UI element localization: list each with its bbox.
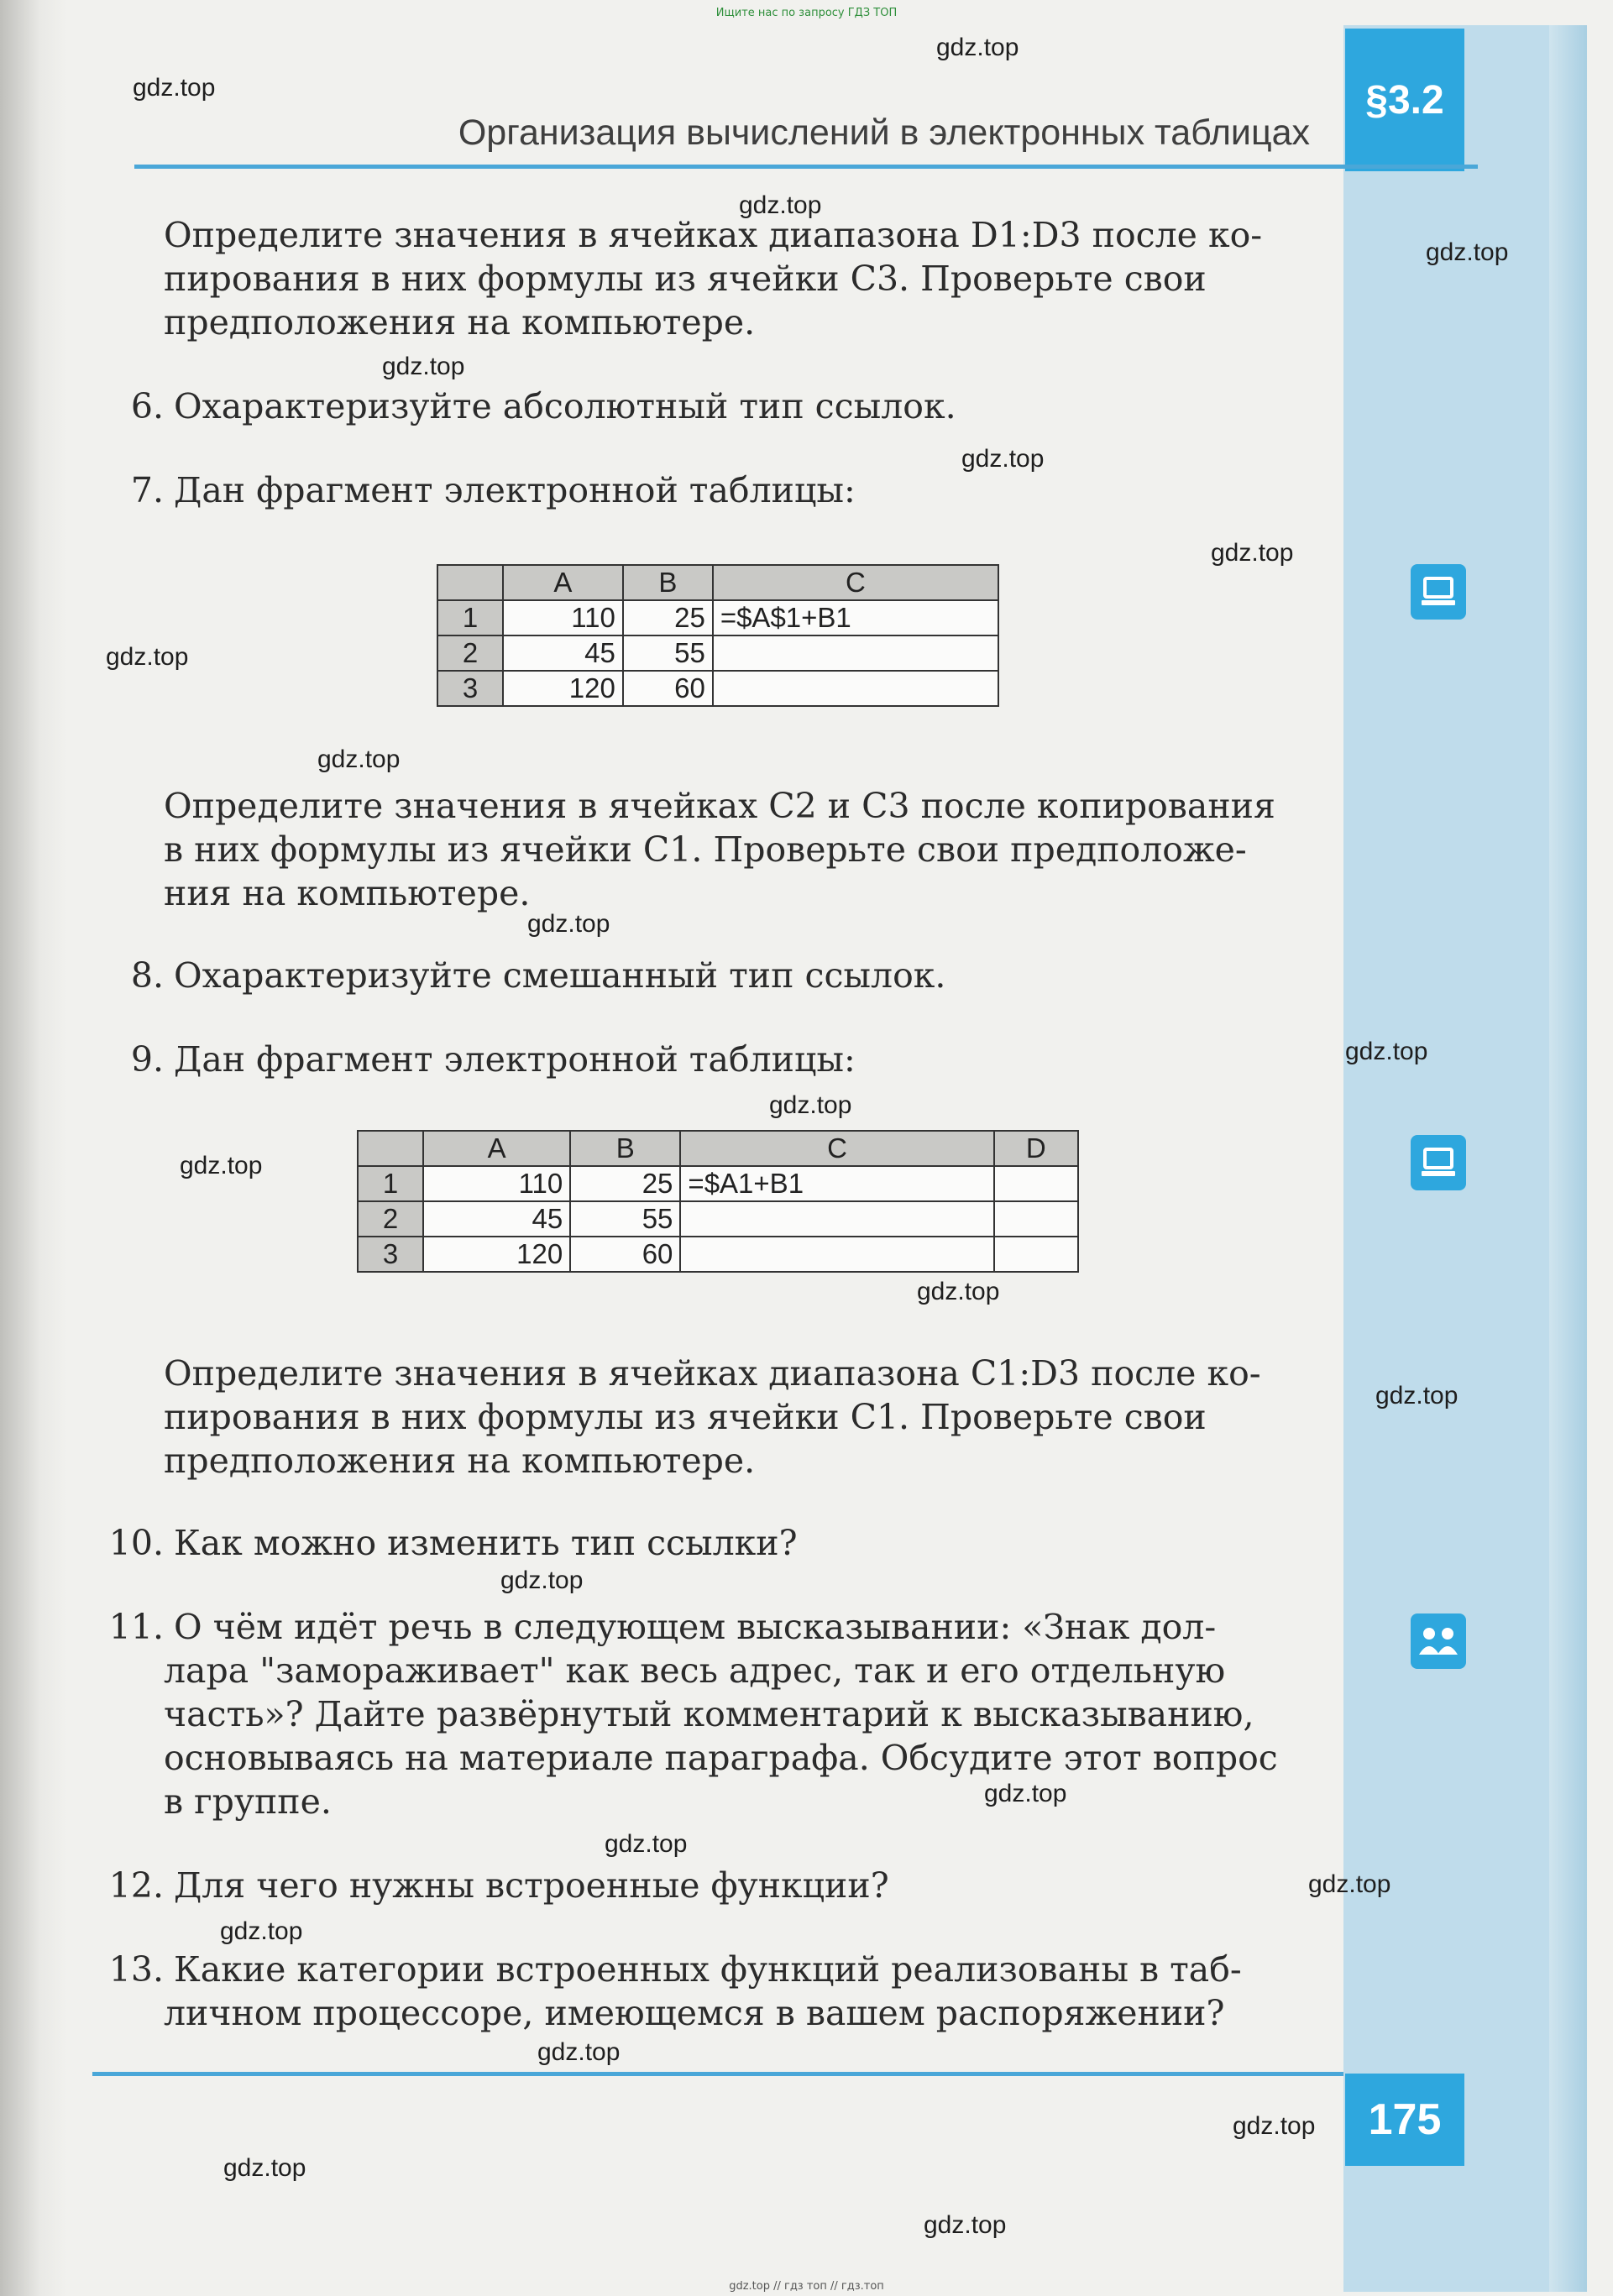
cell: 110 xyxy=(423,1166,570,1201)
watermark: gdz.top xyxy=(180,1152,263,1179)
task-13-continued: личном процессоре, имеющемся в вашем распоряжении? xyxy=(164,1993,1225,2033)
top-note: Ищите нас по запросу ГДЗ ТОП xyxy=(715,7,898,19)
watermark: gdz.top xyxy=(924,2211,1007,2239)
page-number: 175 xyxy=(1345,2074,1464,2166)
task-11: 11. О чём идёт речь в следующем высказывании: «Знак дол- xyxy=(94,1605,1343,1649)
task-number: 12. xyxy=(108,1865,164,1906)
task-number: 11. xyxy=(108,1607,164,1647)
row-header: 2 xyxy=(358,1201,423,1237)
corner-cell xyxy=(358,1131,423,1166)
computer-icon xyxy=(1411,564,1466,620)
cell xyxy=(994,1237,1078,1272)
watermark: gdz.top xyxy=(527,910,610,938)
column-header: B xyxy=(570,1131,680,1166)
watermark: gdz.top xyxy=(605,1830,688,1858)
watermark: gdz.top xyxy=(500,1566,584,1594)
task-10: 10. Как можно изменить тип ссылки? xyxy=(94,1521,1343,1565)
watermark: gdz.top xyxy=(133,74,216,102)
watermark: gdz.top xyxy=(1233,2112,1316,2140)
watermark: gdz.top xyxy=(223,2154,306,2182)
task-6: 6. Охарактеризуйте абсолютный тип ссылок. xyxy=(94,384,1343,428)
row-header: 3 xyxy=(358,1237,423,1272)
cell xyxy=(680,1201,993,1237)
cell: 55 xyxy=(623,635,713,671)
watermark: gdz.top xyxy=(537,2038,621,2066)
cell: 60 xyxy=(623,671,713,706)
computer-icon xyxy=(1411,1135,1466,1190)
task-7: 7. Дан фрагмент электронной таблицы: xyxy=(94,468,1343,512)
cell: 120 xyxy=(503,671,623,706)
watermark: gdz.top xyxy=(984,1780,1067,1807)
cell xyxy=(680,1237,993,1272)
watermark: gdz.top xyxy=(220,1917,303,1945)
cell: 45 xyxy=(503,635,623,671)
cell: 25 xyxy=(570,1166,680,1201)
task-12: 12. Для чего нужны встроенные функции? xyxy=(94,1864,1343,1907)
right-edge-stripe xyxy=(1549,25,1587,2292)
task-number: 7. xyxy=(130,470,164,510)
task-9-question: Определите значения в ячейках диапазона C1:D3 после ко- пирования в них формулы из ячейки C1. Проверьте свои предположения на компьютере. xyxy=(164,1353,1261,1481)
spreadsheet-fragment-9 xyxy=(357,1130,1079,1273)
watermark: gdz.top xyxy=(317,745,401,773)
watermark: gdz.top xyxy=(769,1091,852,1119)
watermark: gdz.top xyxy=(1308,1870,1391,1898)
watermark: gdz.top xyxy=(917,1278,1000,1305)
task-13: 13. Какие категории встроенных функций реализованы в таб- xyxy=(94,1948,1343,1991)
watermark: gdz.top xyxy=(1426,238,1509,266)
watermark: gdz.top xyxy=(739,191,822,219)
watermark: gdz.top xyxy=(936,34,1019,61)
cell: 120 xyxy=(423,1237,570,1272)
cell xyxy=(994,1201,1078,1237)
footer-rule xyxy=(92,2072,1343,2076)
task-number: 10. xyxy=(108,1523,164,1563)
group-work-icon xyxy=(1411,1613,1466,1669)
watermark: gdz.top xyxy=(106,643,189,671)
task-number: 9. xyxy=(130,1039,164,1080)
row-header: 2 xyxy=(437,635,503,671)
bottom-note: gdz.top // гдз топ // гдз.топ xyxy=(729,2280,884,2293)
row-header: 1 xyxy=(358,1166,423,1201)
page-edge-shadow xyxy=(0,0,67,2296)
cell xyxy=(713,635,998,671)
intro-paragraph: Определите значения в ячейках диапазона D1:D3 после ко- пирования в них формулы из ячейки C3. Проверьте свои предположения на компьютере. xyxy=(164,215,1263,343)
spreadsheet-fragment-7 xyxy=(437,564,999,707)
task-11-continued: лара "замораживает" как весь адрес, так и его отдельную часть»? Дайте развёрнутый комментарий к высказыванию, основываясь на материале параграфа. Обсудите этот вопрос в группе. xyxy=(164,1650,1278,1822)
task-9: 9. Дан фрагмент электронной таблицы: xyxy=(94,1038,1343,1081)
cell: 110 xyxy=(503,600,623,635)
section-tab: §3.2 xyxy=(1345,29,1464,171)
column-header: A xyxy=(503,565,623,600)
row-header: 3 xyxy=(437,671,503,706)
watermark: gdz.top xyxy=(382,353,465,380)
cell: 60 xyxy=(570,1237,680,1272)
column-header: C xyxy=(713,565,998,600)
task-8: 8. Охарактеризуйте смешанный тип ссылок. xyxy=(94,954,1343,997)
cell xyxy=(713,671,998,706)
task-number: 8. xyxy=(130,955,164,996)
task-number: 13. xyxy=(108,1949,164,1990)
column-header: C xyxy=(680,1131,993,1166)
column-header: D xyxy=(994,1131,1078,1166)
cell xyxy=(994,1166,1078,1201)
watermark: gdz.top xyxy=(1345,1038,1428,1065)
cell: =$A$1+B1 xyxy=(713,600,998,635)
row-header: 1 xyxy=(437,600,503,635)
corner-cell xyxy=(437,565,503,600)
watermark: gdz.top xyxy=(1375,1382,1459,1410)
cell: =$A1+B1 xyxy=(680,1166,993,1201)
column-header: A xyxy=(423,1131,570,1166)
header-rule xyxy=(134,165,1478,169)
cell: 45 xyxy=(423,1201,570,1237)
task-number: 6. xyxy=(130,386,164,426)
cell: 25 xyxy=(623,600,713,635)
page-title: Организация вычислений в электронных таблицах xyxy=(458,112,1310,153)
task-7-question: Определите значения в ячейках C2 и C3 после копирования в них формулы из ячейки C1. Проверьте свои предположе- ния на компьютере. xyxy=(164,786,1275,913)
watermark: gdz.top xyxy=(961,445,1045,473)
cell: 55 xyxy=(570,1201,680,1237)
watermark: gdz.top xyxy=(1211,539,1294,567)
column-header: B xyxy=(623,565,713,600)
